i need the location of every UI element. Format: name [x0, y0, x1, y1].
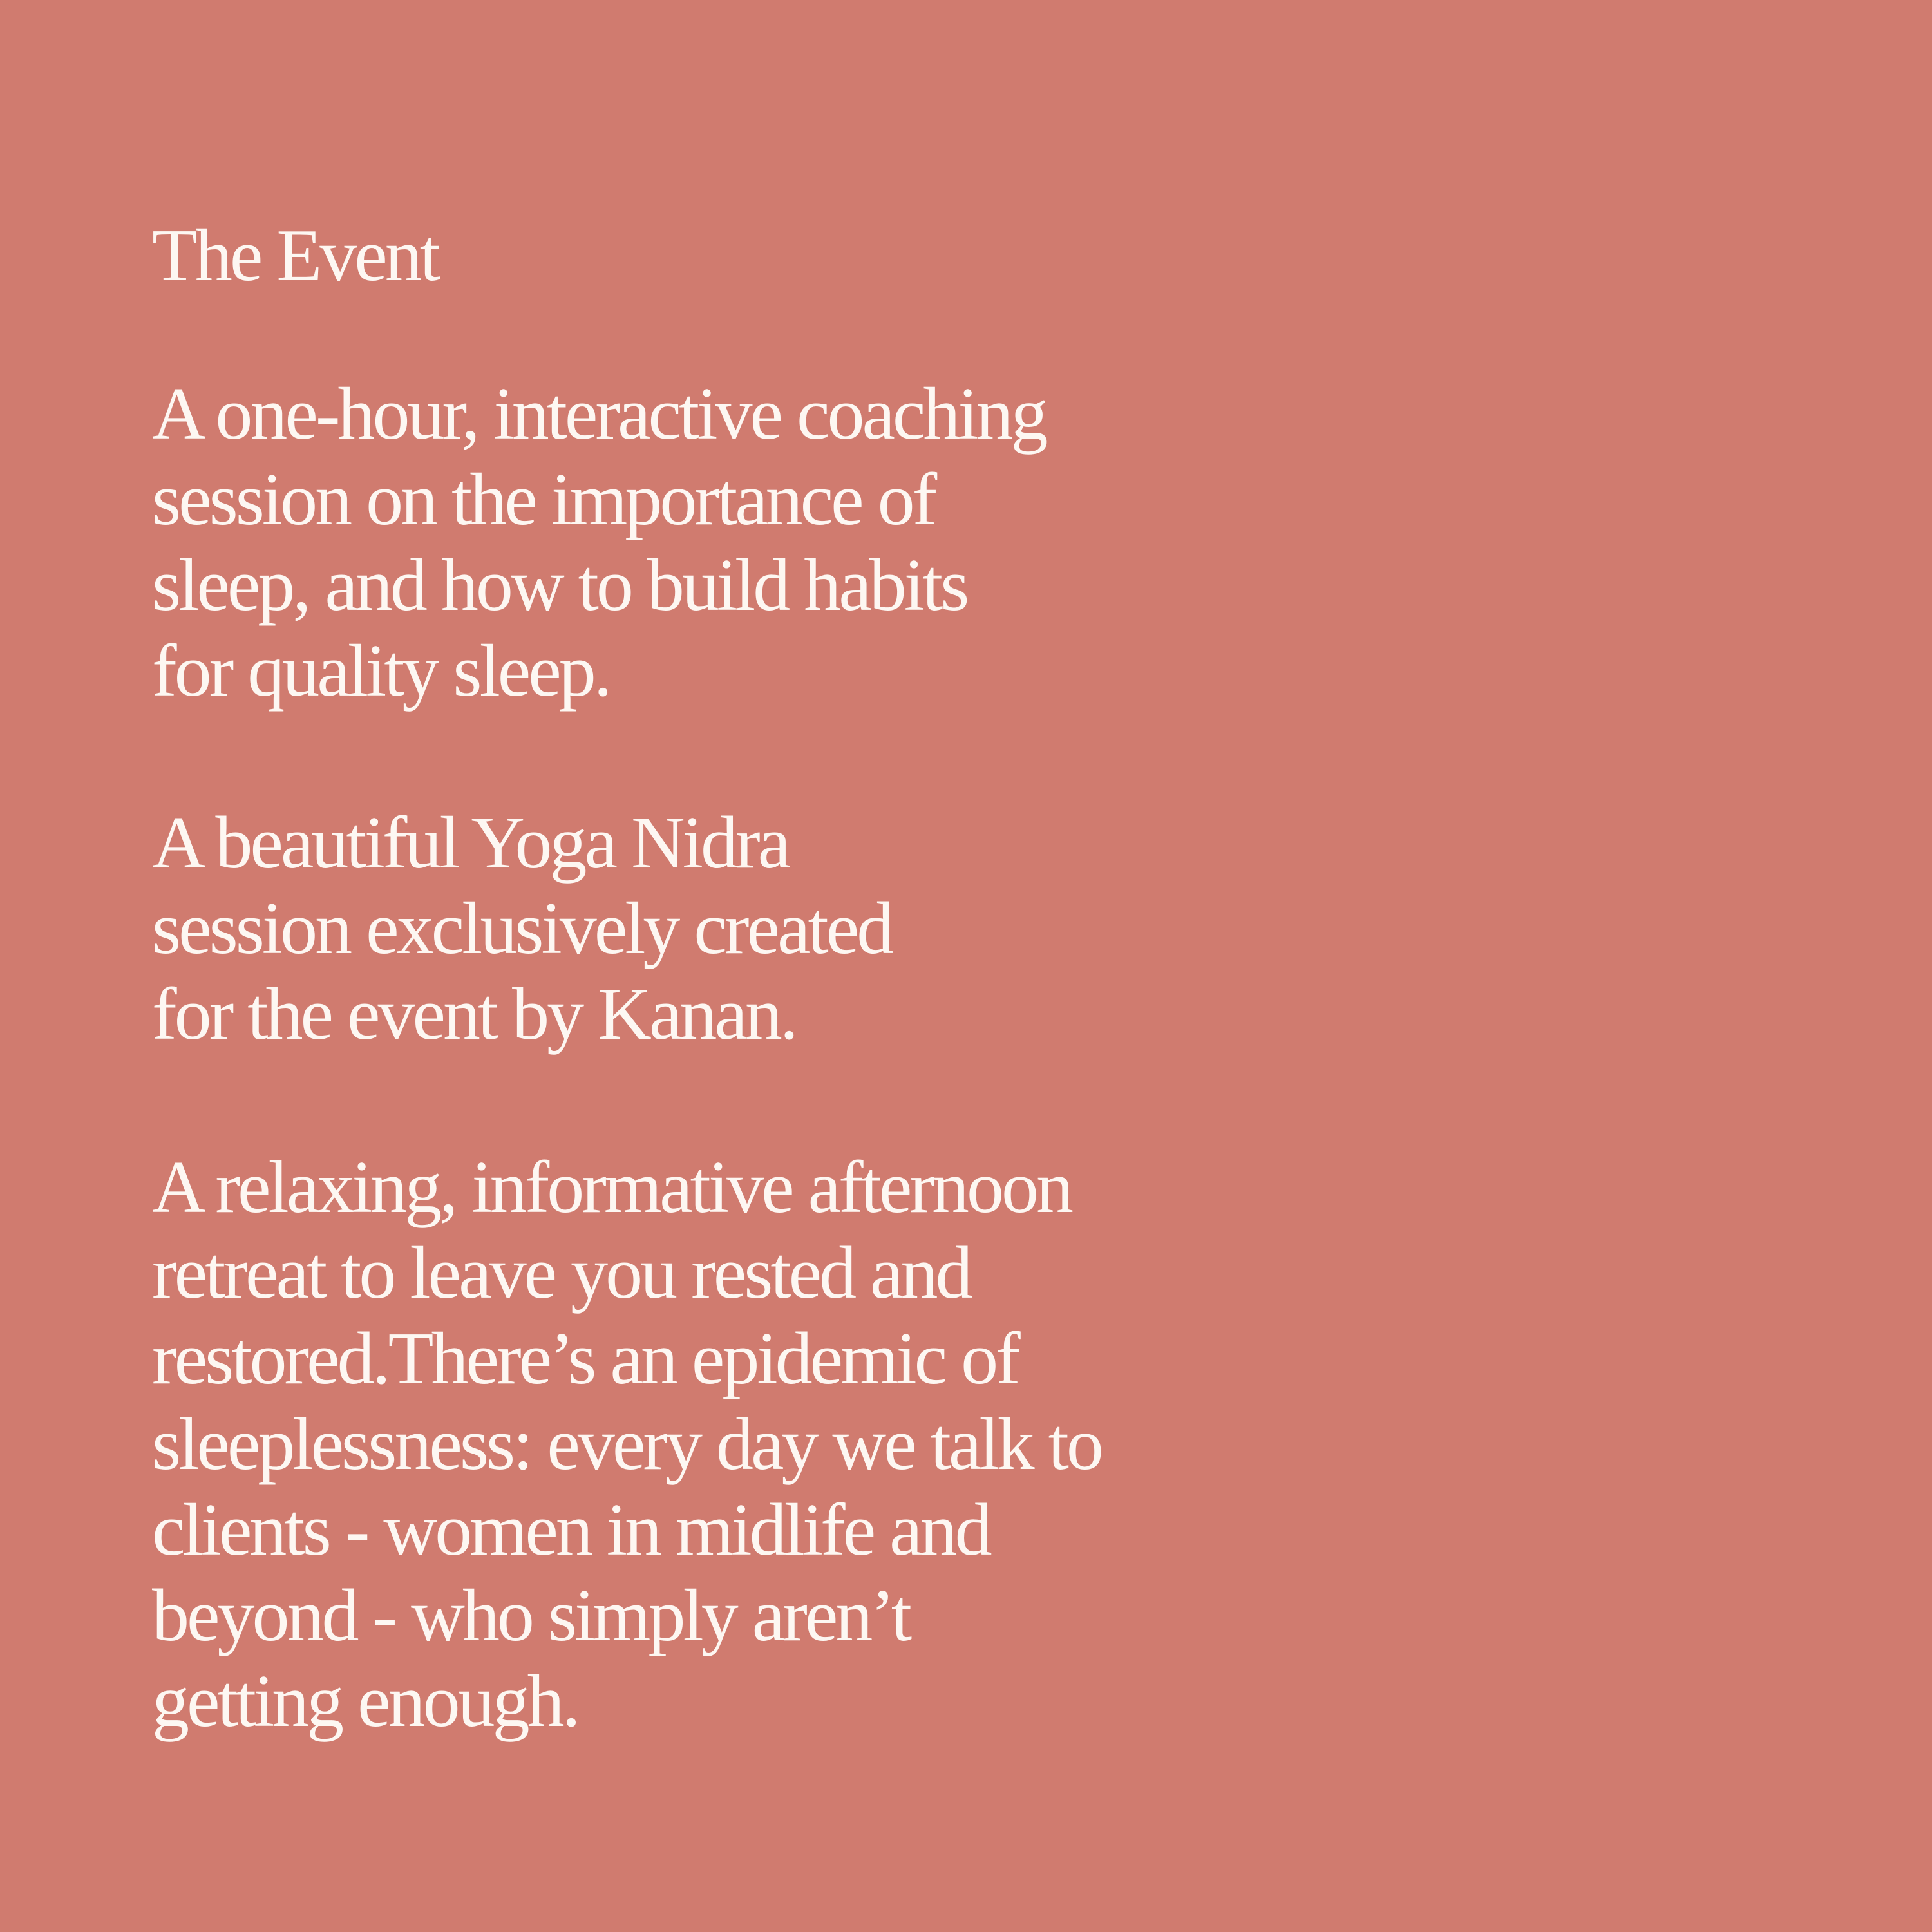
- text-line: for quality sleep.: [152, 630, 610, 712]
- text-line: getting enough.: [152, 1660, 578, 1743]
- text-line: sleeplessness: every day we talk to: [152, 1403, 1101, 1486]
- text-line: beyond - who simply aren’t: [152, 1575, 910, 1657]
- text-line: A one-hour, interactive coaching: [152, 373, 1046, 455]
- text-line: session exclusively created: [152, 887, 892, 970]
- text-line: for the event by Kanan.: [152, 973, 796, 1056]
- text-line: A beautiful Yoga Nidra: [152, 802, 789, 884]
- paragraph-yoga-nidra: [152, 800, 1440, 1057]
- paragraph-retreat: [152, 1145, 1440, 1745]
- text-line: sleep, and how to build habits: [152, 544, 967, 627]
- text-line: session on the importance of: [152, 459, 935, 541]
- text-line: clients - women in midlife and: [152, 1489, 990, 1571]
- page-title: The Event: [152, 214, 438, 297]
- text-line: retreat to leave you rested and: [152, 1232, 971, 1314]
- event-content: [152, 207, 1440, 1745]
- text-line: A relaxing, informative afternoon: [152, 1146, 1072, 1229]
- text-line: restored.There’s an epidemic of: [152, 1318, 1018, 1400]
- paragraph-coaching-session: [152, 372, 1440, 714]
